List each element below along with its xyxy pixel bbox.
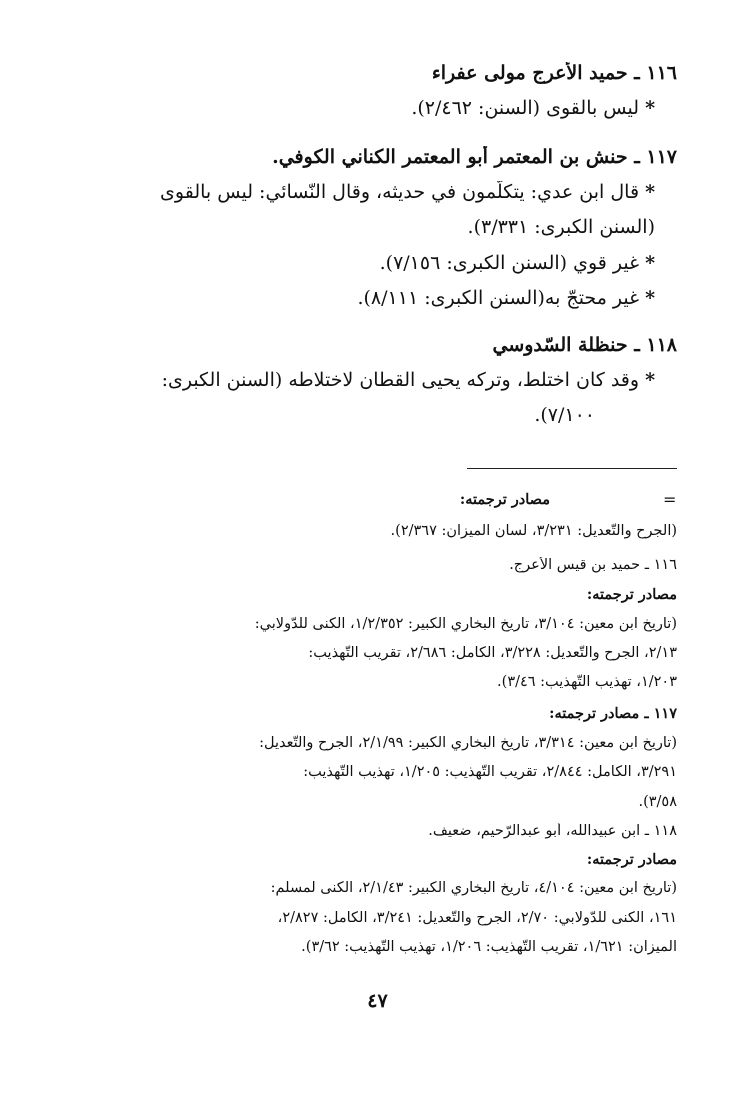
footnote-line: (تاريخ ابن معين: ٣/١٠٤، تاريخ البخاري الكبير: ١/٢/٣٥٢، الكنى للدّولابي: (254, 616, 677, 632)
footnote-line: ٣/٢٩١، الكامل: ٢/٨٤٤، تقريب التّهذيب: ١/٢٠٥، تهذيب التّهذيب: (303, 764, 677, 780)
bullet-mark: * (645, 97, 655, 119)
footnote-line: ٣/٥٨). (638, 794, 677, 810)
bullet-mark: * (645, 369, 655, 391)
entry-line: *غير محتجّ به(السنن الكبرى: ٨/١١١). (357, 287, 655, 309)
footnote-divider (467, 468, 677, 469)
entry-line: *غير قوي (السنن الكبرى: ٧/١٥٦). (379, 252, 655, 274)
entry-line: *وقد كان اختلط، وتركه يحيى القطان لاختلاطه (السنن الكبرى: (161, 369, 655, 391)
footnote-line: مصادر ترجمته: (586, 586, 677, 603)
footnote-line: الميزان: ١/٦٢١، تقريب التّهذيب: ١/٢٠٦، تهذيب التّهذيب: ٣/٦٢). (301, 939, 677, 955)
footnote-line: ١/٢٠٣، تهذيب التّهذيب: ٣/٤٦). (497, 674, 677, 690)
footnote-line: (تاريخ ابن معين: ٤/١٠٤، تاريخ البخاري الكبير: ٢/١/٤٣، الكنى لمسلم: (270, 880, 677, 896)
bullet-mark: * (645, 181, 655, 203)
page-number: ٤٧ (367, 990, 388, 1012)
entry-line: *قال ابن عدي: يتكلّمون في حديثه، وقال النّسائي: ليس بالقوى (160, 181, 655, 203)
footnote-line: (الجرح والتّعديل: ٣/٢٣١، لسان الميزان: ٢/٣٦٧). (390, 523, 677, 539)
entry-heading-118: ١١٨ ـ حنظلة السّدوسي (492, 334, 677, 356)
footnote-line: ١٦١، الكنى للدّولابي: ٢/٧٠، الجرح والتّعديل: ٣/٢٤١، الكامل: ٢/٨٢٧، (277, 910, 677, 926)
entry-line: (السنن الكبرى: ٣/٣٣١). (467, 216, 655, 238)
footnote-line: ١١٦ ـ حميد بن قيس الأعرج. (509, 557, 677, 573)
entry-line: *ليس بالقوى (السنن: ٢/٤٦٢). (411, 97, 655, 119)
footnote-line: ١١٨ ـ ابن عبيدالله، أبو عبدالرّحيم، ضعيف. (428, 823, 677, 839)
footnote-line: مصادر ترجمته: (459, 491, 550, 508)
footnote-line: ١١٧ ـ مصادر ترجمته: (549, 705, 677, 722)
entry-heading-117: ١١٧ ـ حنش بن المعتمر أبو المعتمر الكناني الكوفي. (272, 146, 677, 168)
bullet-mark: * (645, 287, 655, 309)
bullet-mark: * (645, 252, 655, 274)
footnote-continuation-mark: = (663, 490, 677, 509)
entry-heading-116: ١١٦ ـ حميد الأعرج مولى عفراء (431, 62, 677, 84)
footnote-line: مصادر ترجمته: (586, 851, 677, 868)
entry-line: ٧/١٠٠). (534, 404, 595, 426)
footnote-line: ٢/١٣، الجرح والتّعديل: ٣/٢٢٨، الكامل: ٢/٦٨٦، تقريب التّهذيب: (308, 645, 677, 661)
footnote-line: (تاريخ ابن معين: ٣/٣١٤، تاريخ البخاري الكبير: ٢/١/٩٩، الجرح والتّعديل: (259, 735, 677, 751)
